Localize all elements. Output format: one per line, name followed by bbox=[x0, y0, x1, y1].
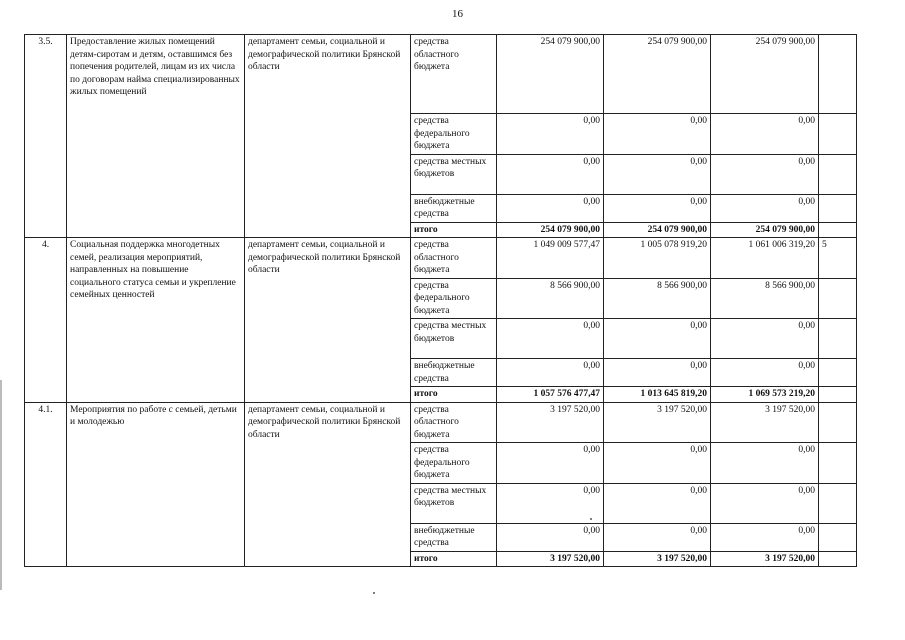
amount-year-2: 8 566 900,00 bbox=[604, 278, 711, 319]
funding-source-label: средства местных бюджетов bbox=[411, 483, 497, 523]
amount-year-1: 8 566 900,00 bbox=[497, 278, 604, 319]
item-name: Мероприятия по работе с семьей, детьми и молодежью bbox=[67, 402, 245, 567]
item-number: 4. bbox=[25, 238, 67, 403]
item-name: Социальная поддержка многодетных семей, реализация мероприятий, направленных на повышение социального статуса семьи и укрепление семейных ценностей bbox=[67, 238, 245, 403]
scan-speck bbox=[590, 518, 592, 520]
scan-speck bbox=[373, 592, 375, 594]
extra-cell bbox=[819, 319, 857, 359]
amount-year-3: 1 069 573 219,20 bbox=[711, 387, 819, 403]
table-row bbox=[25, 402, 857, 443]
amount-year-1: 254 079 900,00 bbox=[497, 222, 604, 238]
table-row bbox=[25, 238, 857, 279]
amount-year-1: 254 079 900,00 bbox=[497, 35, 604, 114]
item-name: Предоставление жилых помещений детям-сиротам и детям, оставшимся без попечения родителей, лицам из их числа по договорам найма специализированных жилых помещений bbox=[67, 35, 245, 238]
amount-year-1: 0,00 bbox=[497, 194, 604, 222]
amount-year-2: 1 013 645 819,20 bbox=[604, 387, 711, 403]
amount-year-1: 0,00 bbox=[497, 114, 604, 155]
page-number: 16 bbox=[452, 8, 463, 20]
extra-cell: 5 bbox=[819, 238, 857, 279]
amount-year-1: 1 057 576 477,47 bbox=[497, 387, 604, 403]
funding-source-label: итого bbox=[411, 551, 497, 567]
amount-year-3: 0,00 bbox=[711, 154, 819, 194]
extra-cell bbox=[819, 483, 857, 523]
funding-source-label: средства областного бюджета bbox=[411, 238, 497, 279]
amount-year-1: 3 197 520,00 bbox=[497, 402, 604, 443]
amount-year-1: 0,00 bbox=[497, 483, 604, 523]
amount-year-3: 0,00 bbox=[711, 483, 819, 523]
amount-year-1: 0,00 bbox=[497, 319, 604, 359]
amount-year-2: 0,00 bbox=[604, 194, 711, 222]
amount-year-2: 254 079 900,00 bbox=[604, 222, 711, 238]
funding-source-label: средства областного бюджета bbox=[411, 35, 497, 114]
extra-cell bbox=[819, 114, 857, 155]
amount-year-3: 0,00 bbox=[711, 443, 819, 484]
amount-year-3: 254 079 900,00 bbox=[711, 222, 819, 238]
table-row bbox=[25, 35, 857, 114]
amount-year-3: 0,00 bbox=[711, 114, 819, 155]
extra-cell bbox=[819, 443, 857, 484]
amount-year-2: 1 005 078 919,20 bbox=[604, 238, 711, 279]
amount-year-2: 0,00 bbox=[604, 114, 711, 155]
funding-source-label: средства федерального бюджета bbox=[411, 114, 497, 155]
funding-source-label: средства местных бюджетов bbox=[411, 319, 497, 359]
amount-year-2: 3 197 520,00 bbox=[604, 402, 711, 443]
extra-cell bbox=[819, 154, 857, 194]
item-department: департамент семьи, социальной и демографической политики Брянской области bbox=[245, 35, 411, 238]
extra-cell bbox=[819, 402, 857, 443]
funding-source-label: внебюджетные средства bbox=[411, 523, 497, 551]
amount-year-2: 0,00 bbox=[604, 319, 711, 359]
funding-source-label: итого bbox=[411, 222, 497, 238]
amount-year-2: 3 197 520,00 bbox=[604, 551, 711, 567]
amount-year-1: 0,00 bbox=[497, 359, 604, 387]
amount-year-2: 254 079 900,00 bbox=[604, 35, 711, 114]
amount-year-3: 8 566 900,00 bbox=[711, 278, 819, 319]
amount-year-1: 0,00 bbox=[497, 154, 604, 194]
amount-year-3: 0,00 bbox=[711, 319, 819, 359]
extra-cell bbox=[819, 387, 857, 403]
extra-cell bbox=[819, 551, 857, 567]
scan-edge-mark bbox=[0, 380, 2, 590]
funding-source-label: внебюджетные средства bbox=[411, 194, 497, 222]
amount-year-2: 0,00 bbox=[604, 523, 711, 551]
funding-source-label: средства федерального бюджета bbox=[411, 443, 497, 484]
amount-year-3: 3 197 520,00 bbox=[711, 551, 819, 567]
amount-year-1: 0,00 bbox=[497, 443, 604, 484]
item-number: 4.1. bbox=[25, 402, 67, 567]
funding-source-label: средства местных бюджетов bbox=[411, 154, 497, 194]
amount-year-3: 0,00 bbox=[711, 523, 819, 551]
extra-cell bbox=[819, 278, 857, 319]
item-number: 3.5. bbox=[25, 35, 67, 238]
amount-year-3: 3 197 520,00 bbox=[711, 402, 819, 443]
item-department: департамент семьи, социальной и демографической политики Брянской области bbox=[245, 238, 411, 403]
funding-source-label: внебюджетные средства bbox=[411, 359, 497, 387]
funding-source-label: средства областного бюджета bbox=[411, 402, 497, 443]
budget-table bbox=[24, 34, 857, 567]
extra-cell bbox=[819, 222, 857, 238]
extra-cell bbox=[819, 194, 857, 222]
funding-source-label: итого bbox=[411, 387, 497, 403]
extra-cell bbox=[819, 359, 857, 387]
amount-year-3: 1 061 006 319,20 bbox=[711, 238, 819, 279]
amount-year-1: 1 049 009 577,47 bbox=[497, 238, 604, 279]
amount-year-2: 0,00 bbox=[604, 443, 711, 484]
amount-year-3: 0,00 bbox=[711, 194, 819, 222]
amount-year-2: 0,00 bbox=[604, 483, 711, 523]
amount-year-2: 0,00 bbox=[604, 359, 711, 387]
amount-year-3: 0,00 bbox=[711, 359, 819, 387]
amount-year-1: 3 197 520,00 bbox=[497, 551, 604, 567]
extra-cell bbox=[819, 523, 857, 551]
funding-source-label: средства федерального бюджета bbox=[411, 278, 497, 319]
amount-year-2: 0,00 bbox=[604, 154, 711, 194]
amount-year-3: 254 079 900,00 bbox=[711, 35, 819, 114]
extra-cell bbox=[819, 35, 857, 114]
item-department: департамент семьи, социальной и демографической политики Брянской области bbox=[245, 402, 411, 567]
amount-year-1: 0,00 bbox=[497, 523, 604, 551]
